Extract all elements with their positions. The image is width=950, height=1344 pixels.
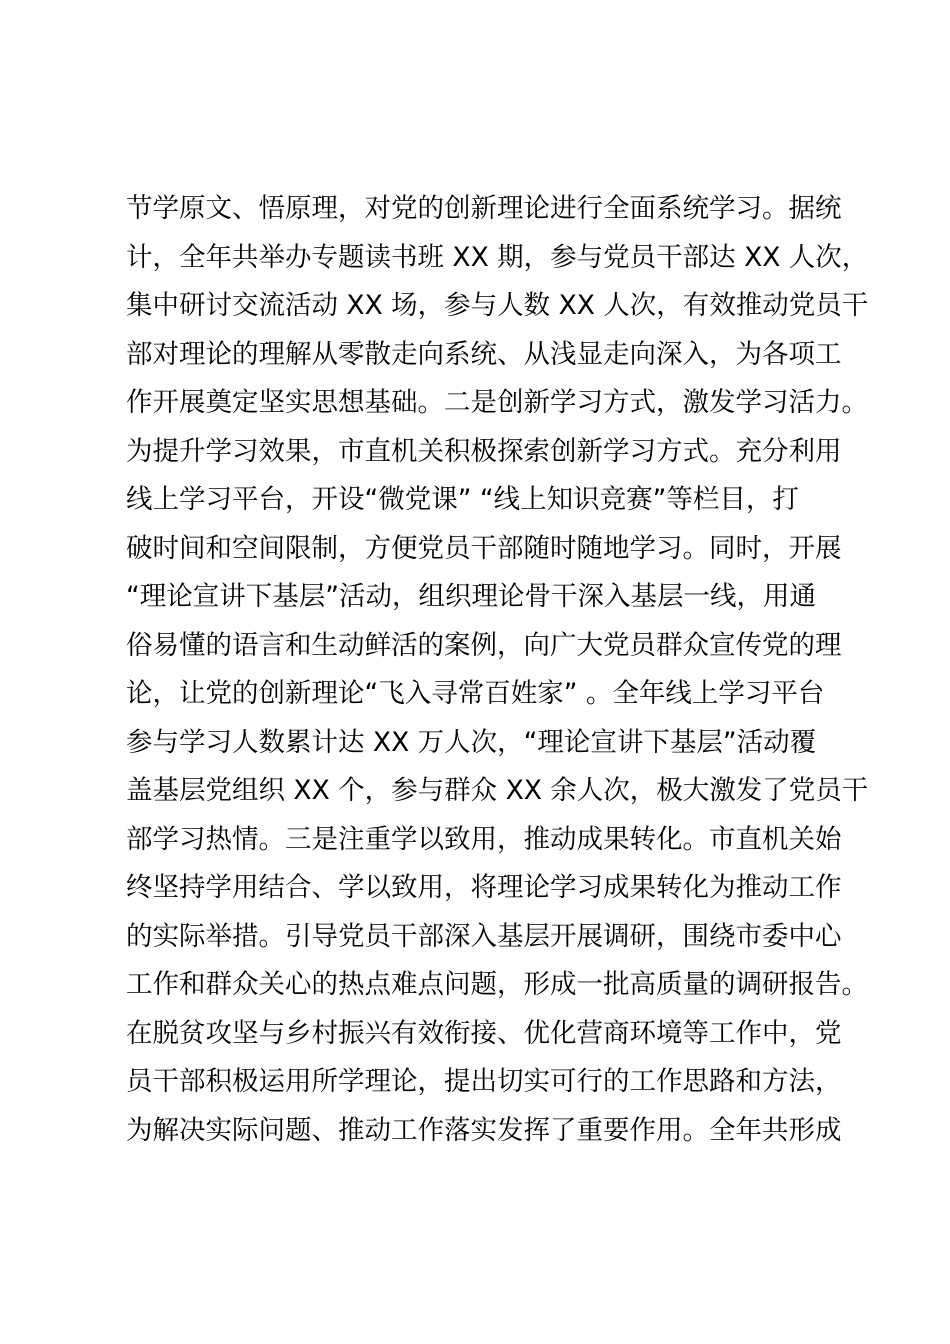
text-line: 作开展奠定坚实思想基础。二是创新学习方式，激发学习活力。 [126,387,868,418]
text-line: 论，让党的创新理论“飞入寻常百姓家” 。全年线上学习平台 [126,678,825,709]
text-line: 盖基层党组织 XX 个，参与群众 XX 余人次，极大激发了党员干 [126,775,869,806]
text-line: 节学原文、悟原理，对党的创新理论进行全面系统学习。据统 [126,193,842,224]
text-line: 的实际举措。引导党员干部深入基层开展调研，围绕市委中心 [126,920,842,952]
body-text [126,185,869,1155]
text-line: “理论宣讲下基层”活动，组织理论骨干深入基层一线，用通 [126,581,816,612]
text-line: 俗易懂的语言和生动鲜活的案例，向广大党员群众宣传党的理 [126,629,842,661]
text-line: 破时间和空间限制，方便党员干部随时随地学习。同时，开展 [126,532,842,564]
text-line: 为提升学习效果，市直机关积极探索创新学习方式。充分利用 [126,435,842,467]
text-line: 集中研讨交流活动 XX 场，参与人数 XX 人次，有效推动党员干 [126,290,869,321]
text-line: 工作和群众关心的热点难点问题，形成一批高质量的调研报告。 [126,969,868,1000]
text-line: 参与学习人数累计达 XX 万人次，“理论宣讲下基层”活动覆 [126,726,817,758]
text-line: 部对理论的理解从零散走向系统、从浅显走向深入，为各项工 [126,338,842,370]
text-line: 员干部积极运用所学理论，提出切实可行的工作思路和方法， [126,1066,842,1097]
text-line: 线上学习平台，开设“微党课” “线上知识竞赛”等栏目，打 [126,484,799,515]
text-line: 终坚持学用结合、学以致用，将理论学习成果转化为推动工作 [126,872,842,903]
text-line: 部学习热情。三是注重学以致用，推动成果转化。市直机关始 [126,823,842,855]
text-line: 为解决实际问题、推动工作落实发挥了重要作用。全年共形成 [126,1114,842,1146]
text-line: 计，全年共举办专题读书班 XX 期，参与党员干部达 XX 人次， [126,241,869,273]
text-line: 在脱贫攻坚与乡村振兴有效衔接、优化营商环境等工作中，党 [126,1017,842,1049]
